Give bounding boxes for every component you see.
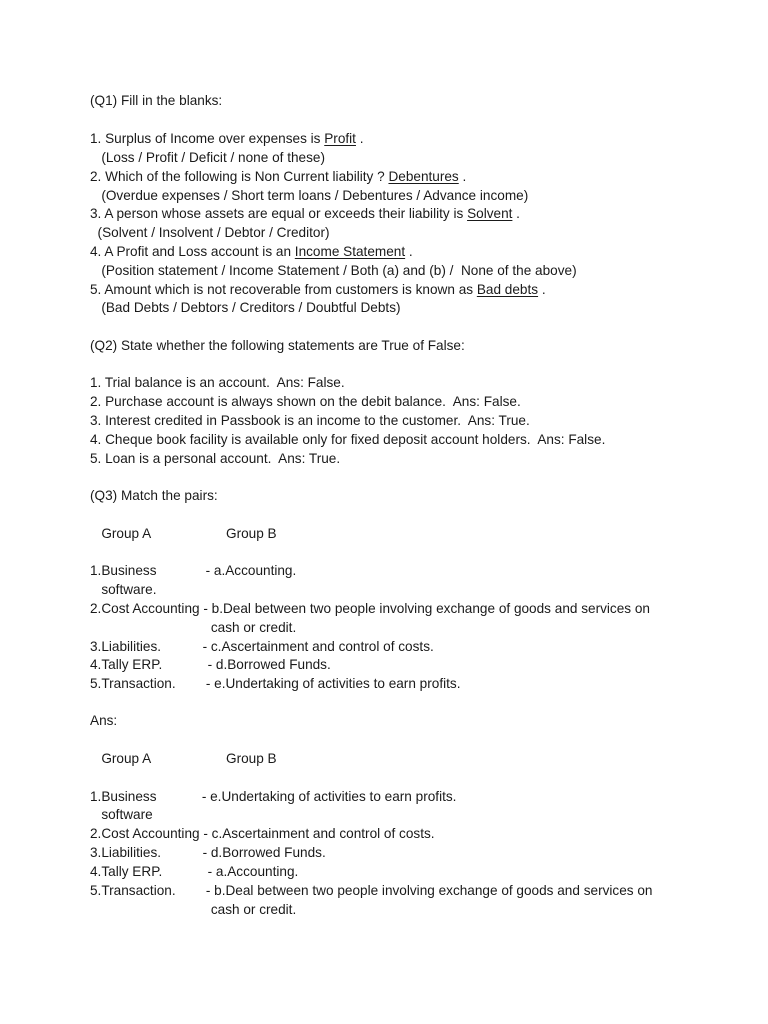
q1-item-3: 3. A person whose assets are equal or exceeds their liability is Solvent .	[90, 206, 520, 221]
ans-line: 2.Cost Accounting - c.Ascertainment and control of costs.	[90, 826, 435, 841]
q1-heading: (Q1) Fill in the blanks:	[90, 93, 223, 108]
q1-answer-4: Income Statement	[294, 244, 406, 259]
ans-line: 3.Liabilities. - d.Borrowed Funds.	[90, 845, 326, 860]
q1-answer-3: Solvent	[467, 206, 513, 221]
q1-item-2: 2. Which of the following is Non Current liability ? Debentures .	[90, 169, 467, 184]
q1-options-4: (Position statement / Income Statement / Both (a) and (b) / None of the above)	[90, 263, 577, 278]
ans-line: 1.Business - e.Undertaking of activities to earn profits.	[90, 789, 457, 804]
q3-group-header: Group A Group B	[90, 526, 277, 541]
q3-line: 4.Tally ERP. - d.Borrowed Funds.	[90, 657, 331, 672]
q1-item-4: 4. A Profit and Loss account is an Income Statement .	[90, 244, 413, 259]
ans-line: 4.Tally ERP. - a.Accounting.	[90, 864, 299, 879]
q3-heading: (Q3) Match the pairs:	[90, 488, 218, 503]
q1-options-1: (Loss / Profit / Deficit / none of these)	[90, 150, 325, 165]
q1-options-5: (Bad Debts / Debtors / Creditors / Doubtful Debts)	[90, 300, 401, 315]
q3-line: 5.Transaction. - e.Undertaking of activities to earn profits.	[90, 676, 461, 691]
q3-line: 2.Cost Accounting - b.Deal between two people involving exchange of goods and services on	[90, 601, 650, 616]
ans-line: 5.Transaction. - b.Deal between two people involving exchange of goods and services on	[90, 883, 653, 898]
q2-heading: (Q2) State whether the following statements are True of False:	[90, 338, 465, 353]
q3-line: cash or credit.	[90, 620, 297, 635]
ans-line: software	[90, 807, 153, 822]
q2-item-5: 5. Loan is a personal account. Ans: True.	[90, 451, 341, 466]
q1-answer-1: Profit	[324, 131, 356, 146]
q2-item-3: 3. Interest credited in Passbook is an income to the customer. Ans: True.	[90, 413, 530, 428]
q1-item-5: 5. Amount which is not recoverable from customers is known as Bad debts .	[90, 282, 546, 297]
q1-answer-2: Debentures	[388, 169, 459, 184]
q1-item-1: 1. Surplus of Income over expenses is Profit .	[90, 131, 364, 146]
ans-heading: Ans:	[90, 713, 118, 728]
q2-item-1: 1. Trial balance is an account. Ans: False.	[90, 375, 345, 390]
q3-line: 1.Business - a.Accounting.	[90, 563, 297, 578]
q1-answer-5: Bad debts	[476, 282, 539, 297]
ans-group-header: Group A Group B	[90, 751, 277, 766]
q2-item-2: 2. Purchase account is always shown on the debit balance. Ans: False.	[90, 394, 521, 409]
q2-item-4: 4. Cheque book facility is available only for fixed deposit account holders. Ans: False.	[90, 432, 606, 447]
q3-line: software.	[90, 582, 157, 597]
q1-options-3: (Solvent / Insolvent / Debtor / Creditor)	[90, 225, 330, 240]
q1-options-2: (Overdue expenses / Short term loans / Debentures / Advance income)	[90, 188, 529, 203]
q3-line: 3.Liabilities. - c.Ascertainment and control of costs.	[90, 639, 434, 654]
ans-line: cash or credit.	[90, 902, 297, 917]
